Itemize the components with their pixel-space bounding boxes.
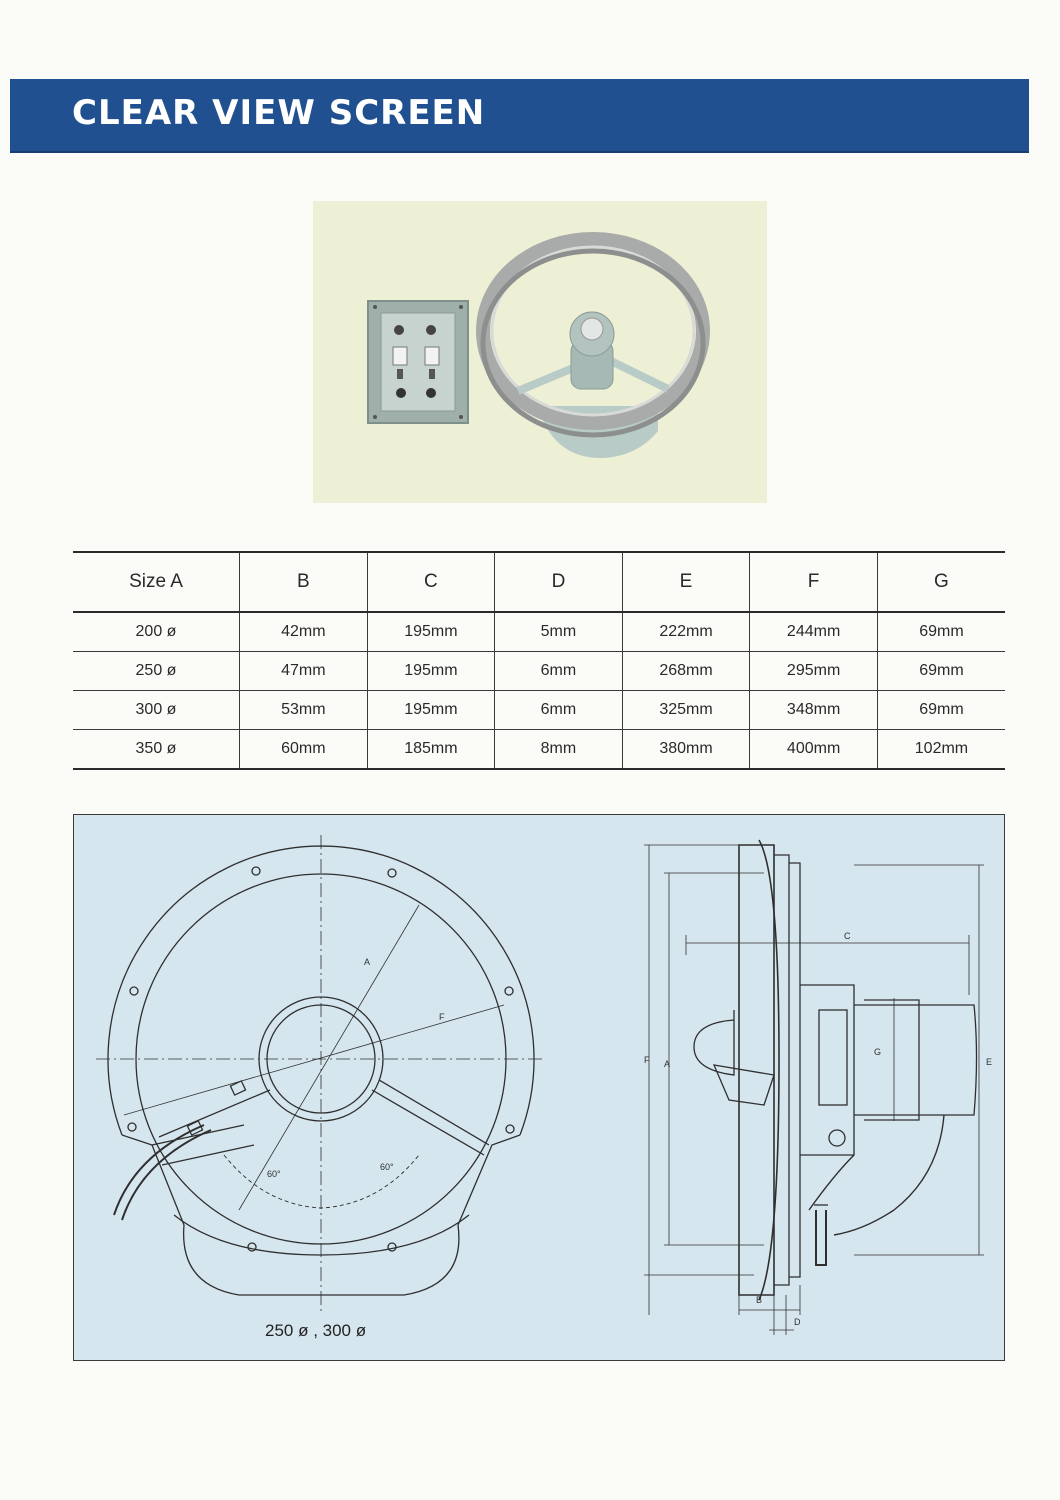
product-photo bbox=[313, 201, 767, 503]
cell-size: 200 ø bbox=[73, 612, 240, 652]
side-label-f: F bbox=[644, 1055, 650, 1065]
cell-g: 102mm bbox=[877, 730, 1005, 770]
table-row bbox=[73, 730, 1005, 770]
cell-g: 69mm bbox=[877, 691, 1005, 730]
product-photo-illustration bbox=[313, 201, 767, 503]
cell-f: 400mm bbox=[750, 730, 878, 770]
technical-drawing-svg bbox=[74, 815, 1004, 1360]
cell-b: 53mm bbox=[240, 691, 368, 730]
side-label-d: D bbox=[794, 1317, 801, 1327]
cell-f: 295mm bbox=[750, 652, 878, 691]
table-row bbox=[73, 612, 1005, 652]
cell-b: 47mm bbox=[240, 652, 368, 691]
cell-c: 195mm bbox=[367, 652, 495, 691]
header-c: C bbox=[367, 552, 495, 612]
table-row bbox=[73, 691, 1005, 730]
cell-e: 268mm bbox=[622, 652, 750, 691]
cell-c: 195mm bbox=[367, 691, 495, 730]
label-f: F bbox=[439, 1012, 445, 1022]
header-banner bbox=[10, 79, 1029, 153]
cell-f: 348mm bbox=[750, 691, 878, 730]
cell-e: 325mm bbox=[622, 691, 750, 730]
table-header-row bbox=[73, 552, 1005, 612]
side-label-c: C bbox=[844, 931, 851, 941]
cell-size: 350 ø bbox=[135, 740, 177, 757]
specification-table bbox=[73, 551, 1005, 770]
side-label-b: B bbox=[756, 1295, 763, 1305]
cell-e: 380mm bbox=[622, 730, 750, 770]
page-title: CLEAR VIEW SCREEN bbox=[72, 93, 486, 133]
cell-f: 244mm bbox=[750, 612, 878, 652]
cell-d: 8mm bbox=[495, 730, 623, 770]
cell-size: 300 ø bbox=[73, 691, 240, 730]
control-panel-icon bbox=[368, 301, 468, 423]
table-row bbox=[73, 652, 1005, 691]
header-size-a: Size A bbox=[73, 552, 240, 612]
cell-e: 222mm bbox=[622, 612, 750, 652]
cell-d: 5mm bbox=[495, 612, 623, 652]
label-a: A bbox=[364, 957, 371, 967]
clear-view-screen-icon bbox=[483, 239, 703, 458]
cell-b: 42mm bbox=[240, 612, 368, 652]
header-f: F bbox=[750, 552, 878, 612]
cell-g: 69mm bbox=[877, 652, 1005, 691]
side-label-e: E bbox=[986, 1057, 993, 1067]
cell-g: 69mm bbox=[877, 612, 1005, 652]
side-view bbox=[644, 840, 992, 1335]
cell-c: 185mm bbox=[367, 730, 495, 770]
header-d: D bbox=[495, 552, 623, 612]
label-angle-left: 60° bbox=[267, 1169, 281, 1179]
technical-drawing bbox=[73, 814, 1005, 1361]
side-label-a: A bbox=[664, 1059, 671, 1069]
front-view bbox=[96, 835, 546, 1315]
cell-d: 6mm bbox=[495, 691, 623, 730]
header-b: B bbox=[240, 552, 368, 612]
drawing-caption: 250 ø , 300 ø bbox=[265, 1321, 367, 1340]
cell-d: 6mm bbox=[495, 652, 623, 691]
header-g: G bbox=[877, 552, 1005, 612]
cell-c: 195mm bbox=[367, 612, 495, 652]
side-label-g: G bbox=[874, 1047, 882, 1057]
header-e: E bbox=[622, 552, 750, 612]
cell-size: 250 ø bbox=[73, 652, 240, 691]
label-angle-right: 60° bbox=[380, 1162, 394, 1172]
cell-b: 60mm bbox=[240, 730, 368, 770]
